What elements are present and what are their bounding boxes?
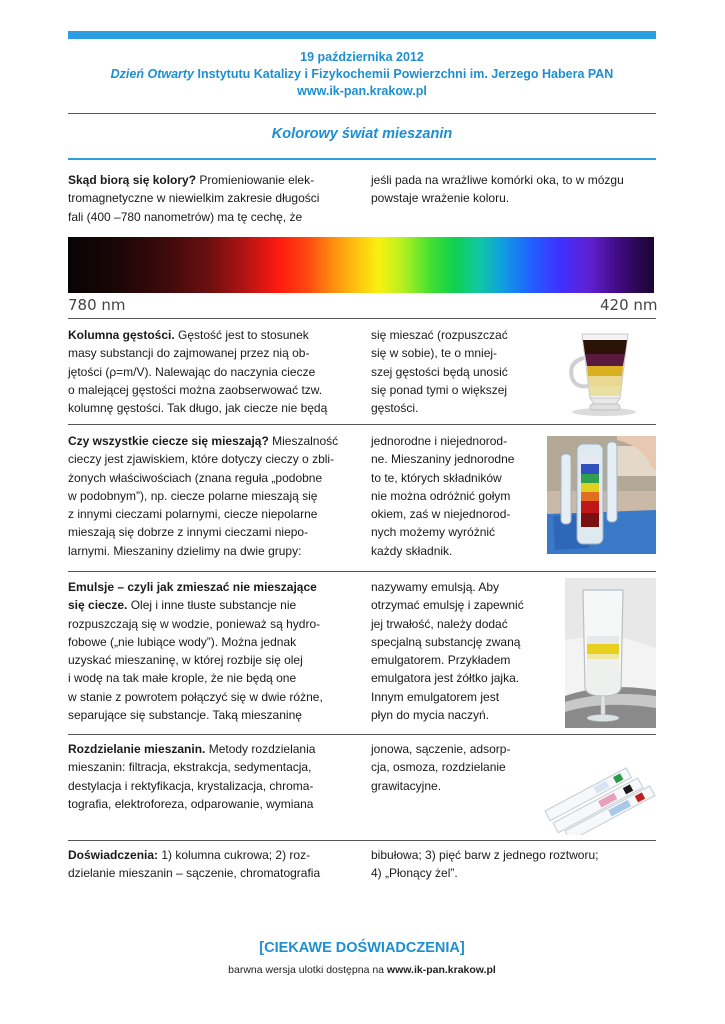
header bbox=[68, 49, 656, 100]
spectrum-left-label: 780 nm bbox=[68, 296, 126, 314]
divider bbox=[68, 734, 656, 735]
mixing-right-text: jednorodne i niejednorod- ne. Mieszaniny jednorodne to te, których składników nie można odróżnić gołym okiem, zaś w niejednorod- nych możemy wyróżnić każdy składnik. bbox=[371, 434, 515, 558]
emulsion-glass-photo bbox=[565, 578, 656, 728]
top-accent-bar bbox=[68, 31, 656, 39]
emulsions-heading: Emulsje – czyli jak zmieszać nie mieszające się ciecze. bbox=[68, 580, 317, 613]
colors-left-text bbox=[68, 171, 358, 226]
density-right-text: się mieszać (rozpuszczać się w sobie), te o mniej- szej gęstości będą unosić się ponad tymi o większej gęstości. bbox=[371, 328, 508, 416]
footer-note-prefix: barwna wersja ulotki dostępna na bbox=[228, 964, 387, 976]
footer-title: [CIEKAWE DOŚWIADCZENIA] bbox=[259, 940, 465, 956]
density-column-glass-photo bbox=[560, 326, 654, 418]
divider bbox=[68, 424, 656, 425]
colors-left-body: Promieniowanie elek- tromagnetyczne w niewielkim zakresie długości fali (400 –780 nanometrów) ma tę cechę, że bbox=[68, 173, 320, 224]
mixing-heading: Czy wszystkie ciecze się mieszają? bbox=[68, 434, 269, 448]
header-date: 19 października 2012 bbox=[300, 50, 424, 64]
footer-note bbox=[68, 964, 656, 976]
emulsions-right-text: nazywamy emulsją. Aby otrzymać emulsję i zapewnić jej trwałość, należy dodać specjalną substancję zwaną emulgatorem. Przykładem emulgatora jest żółtko jajka. Innym emulgatorem jest płyn do mycia naczyń. bbox=[371, 580, 524, 723]
footer-website-link[interactable]: www.ik-pan.krakow.pl bbox=[386, 964, 496, 976]
header-event-rest: Instytutu Katalizy i Fizykochemii Powierzchni im. Jerzego Habera PAN bbox=[194, 67, 614, 81]
experiments-left-text bbox=[68, 846, 363, 883]
divider bbox=[68, 571, 656, 572]
divider bbox=[68, 840, 656, 841]
experiments-heading: Doświadczenia: bbox=[68, 848, 159, 862]
separation-left-text bbox=[68, 740, 363, 813]
title-divider bbox=[68, 158, 656, 160]
colors-right-text: jeśli pada na wrażliwe komórki oka, to w mózgu powstaje wrażenie koloru. bbox=[371, 173, 624, 206]
emulsions-left-body: Olej i inne tłuste substancje nie rozpuszczają się w wodzie, ponieważ są hydro- fobowe („nie lubiące wody”). Można jednak uzyskać mieszaninę, w której rozbije się olej i wodę na tak małe krople, że nie będą one w stanie z powrotem połączyć się w dwie różne, separujące się substancje. Taką mieszaninę bbox=[68, 598, 323, 723]
header-event bbox=[68, 66, 656, 83]
separation-left-body: Metody rozdzielania mieszanin: filtracja, ekstrakcja, sedymentacja, destylacja i rektyfikacja, krystalizacja, chroma- tografia, elektroforeza, odparowanie, wymiana bbox=[68, 742, 316, 811]
experiments-left-body: 1) kolumna cukrowa; 2) roz- dzielanie mieszanin – sączenie, chromatografia bbox=[68, 848, 321, 881]
divider bbox=[68, 318, 656, 319]
experiments-right-text: bibułowa; 3) pięć barw z jednego roztworu; 4) „Płonący żel”. bbox=[371, 848, 599, 881]
spectrum-right-label: 420 nm bbox=[600, 296, 658, 314]
mixing-left-body: Mieszalność cieczy jest zjawiskiem, które dotyczy cieczy o zbli- żonych właściwościach (znana reguła „podobne w podobnym”), np. ciecze polarne mieszają się z innymi cieczami polarnymi, ciecze niepolarne mieszają się dobrze z innymi cieczami niepo- larnymi. Mieszaniny dzielimy na dwie grupy: bbox=[68, 434, 339, 558]
colors-heading: Skąd biorą się kolory? bbox=[68, 173, 197, 187]
mixing-left-text bbox=[68, 432, 363, 560]
density-left-text bbox=[68, 326, 358, 417]
header-website[interactable]: www.ik-pan.krakow.pl bbox=[297, 84, 427, 98]
header-event-italic: Dzień Otwarty bbox=[110, 67, 195, 81]
separation-right-text: jonowa, sączenie, adsorp- cja, osmoza, rozdzielanie grawitacyjne. bbox=[371, 742, 511, 793]
divider bbox=[68, 113, 656, 114]
separation-heading: Rozdzielanie mieszanin. bbox=[68, 742, 206, 756]
emulsions-left-text bbox=[68, 578, 363, 724]
chromatography-strips-photo bbox=[539, 745, 656, 835]
density-heading: Kolumna gęstości. bbox=[68, 328, 175, 342]
layered-liquid-tube-photo bbox=[547, 436, 656, 554]
page-title: Kolorowy świat mieszanin bbox=[271, 126, 453, 142]
color-spectrum-image bbox=[68, 237, 654, 293]
density-left-body: Gęstość jest to stosunek masy substancji do zajmowanej przez nią ob- jętości (ρ=m/V). Nalewając do naczynia ciecze o malejącej gęstości można zaobserwować tzw. kolumnę gęstości. Tak długo, jak ciecze nie będą bbox=[68, 328, 328, 416]
